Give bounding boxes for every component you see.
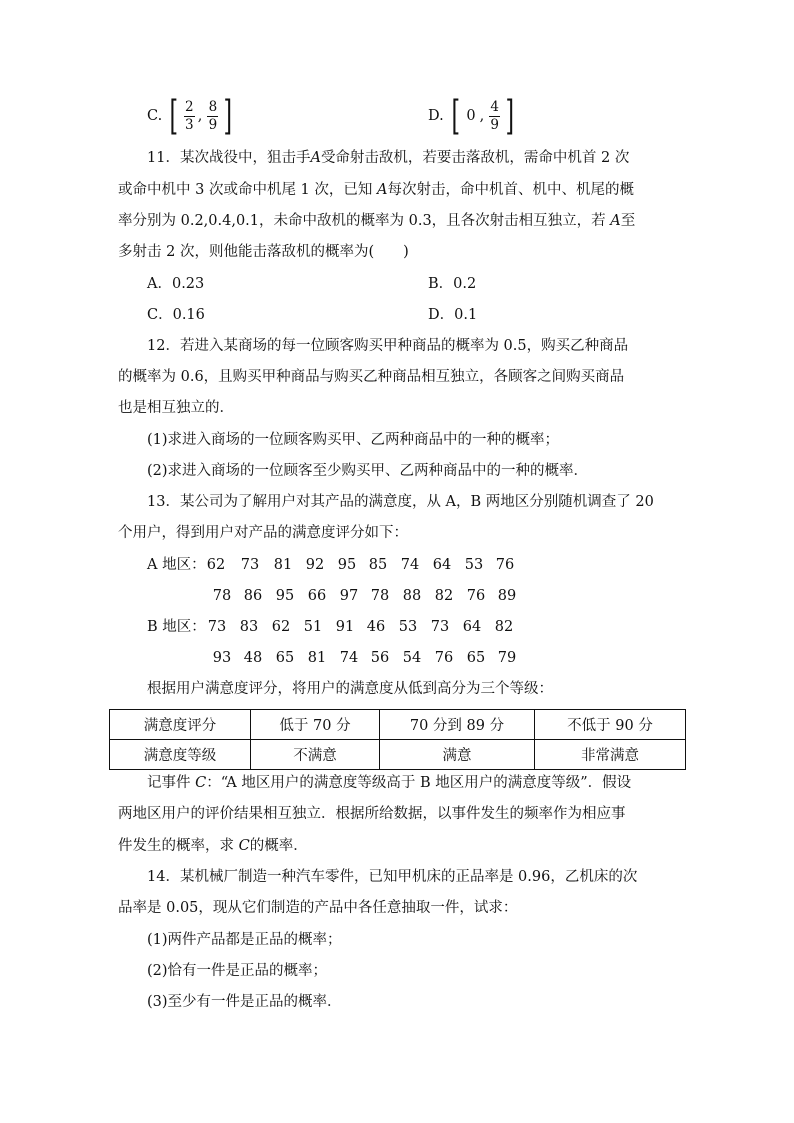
table-cell: 非常满意 [535,740,686,770]
q14-line-1: 14．某机械厂制造一种汽车零件，已知甲机床的正品率是 0.96，乙机床的次 [147,869,638,885]
score: 82 [494,619,514,635]
satisfaction-grade-table [109,709,686,770]
score: 76 [434,650,454,666]
q13-event-line-2: 两地区用户的评价结果相互独立．根据所给数据，以事件发生的频率作为相应事 [118,806,626,822]
score: 86 [243,588,263,604]
q11-option-c: C．0.16 [147,307,205,323]
q13-event-line-3: 件发生的概率，求 C的概率． [118,838,308,854]
score: 62 [271,619,291,635]
comma: , [479,108,485,124]
table-cell: 低于 70 分 [251,710,380,740]
score: 65 [466,650,486,666]
table-cell: 70 分到 89 分 [380,710,535,740]
score: 73 [240,557,260,573]
q11-option-a: A．0.23 [147,276,205,292]
score: 91 [335,619,355,635]
table-row [110,740,686,770]
q11-option-d: D．0.1 [428,307,478,323]
q14-part-2: (2)恰有一件是正品的概率； [147,963,328,979]
q13-event-line-1: 记事件 C：“A 地区用户的满意度等级高于 B 地区用户的满意度等级”．假设 [147,775,632,791]
score: 76 [466,588,486,604]
table-row [110,710,686,740]
fraction: $\frac{8}{9}$ [208,98,218,133]
q12-line-3: 也是相互独立的． [118,400,234,416]
table-cell: 不低于 90 分 [535,710,686,740]
right-bracket: ] [505,93,515,139]
score: 95 [337,557,357,573]
grading-intro: 根据用户满意度评分，将用户的满意度从低到高分为三个等级： [147,681,553,697]
q11-option-b: B．0.2 [428,276,477,292]
q11-line-4: 多射击 2 次，则他能击落敌机的概率为( ) [118,244,409,260]
table-cell: 满意度等级 [110,740,251,770]
score: 48 [243,650,263,666]
q14-line-2: 品率是 0.05，现从它们制造的产品中各任意抽取一件，试求： [118,900,518,916]
region-b-label: B 地区： [147,619,206,635]
q11-line-1: 11．某次战役中，狙击手A受命射击敌机，若要击落敌机，需命中机首 2 次 [147,150,630,166]
q11-line-2: 或命中机中 3 次或命中机尾 1 次，已知 A每次射击，命中机首、机中、机尾的概 [118,182,634,198]
score: 92 [305,557,325,573]
q12-part-2: (2)求进入商场的一位顾客至少购买甲、乙两种商品中的一种的概率． [147,463,589,479]
q14-part-1: (1)两件产品都是正品的概率； [147,932,342,948]
region-a-label: A 地区： [147,557,206,573]
q12-line-1: 12．若进入某商场的每一位顾客购买甲种商品的概率为 0.5，购买乙种商品 [147,338,629,354]
score: 74 [400,557,420,573]
score: 79 [497,650,517,666]
score: 89 [497,588,517,604]
fraction: $\frac{2}{3}$ [185,98,194,133]
score: 78 [212,588,232,604]
score: 46 [366,619,386,635]
table-cell: 不满意 [251,740,380,770]
score: 93 [212,650,232,666]
left-bracket: [ [169,93,179,139]
score: 66 [307,588,327,604]
q13-line-1: 13．某公司为了解用户对其产品的满意度，从 A，B 两地区分别随机调查了 20 [147,494,654,510]
score: 85 [368,557,388,573]
table-cell: 满意度评分 [110,710,251,740]
q10-option-d [428,93,518,139]
score: 62 [206,557,226,573]
score: 78 [370,588,390,604]
score: 76 [495,557,515,573]
comma: , [197,108,203,124]
q12-part-1: (1)求进入商场的一位顾客购买甲、乙两种商品中的一种的概率； [147,432,560,448]
score: 95 [275,588,295,604]
option-d-label: D. [428,108,444,124]
q14-part-3: (3)至少有一件是正品的概率． [147,994,342,1010]
fraction: $\frac{4}{9}$ [490,98,499,133]
zero: 0 [466,108,476,124]
score: 64 [462,619,482,635]
q12-line-2: 的概率为 0.6，且购买甲种商品与购买乙种商品相互独立，各顾客之间购买商品 [118,369,625,385]
score: 51 [303,619,323,635]
score: 82 [434,588,454,604]
table-cell: 满意 [380,740,535,770]
score: 81 [273,557,293,573]
option-c-label: C. [147,108,163,124]
score: 54 [402,650,422,666]
q11-line-3: 率分别为 0.2,0.4,0.1，未命中敌机的概率为 0.3，且各次射击相互独立，若 A至 [118,213,636,229]
q10-option-c [147,93,236,139]
score: 73 [430,619,450,635]
score: 74 [339,650,359,666]
score: 64 [432,557,452,573]
score: 88 [402,588,422,604]
score: 81 [307,650,327,666]
score: 53 [398,619,418,635]
left-bracket: [ [451,93,460,139]
score: 56 [370,650,390,666]
score: 73 [207,619,227,635]
score: 83 [239,619,259,635]
score: 65 [275,650,295,666]
score: 53 [464,557,484,573]
score: 97 [339,588,359,604]
q13-line-2: 个用户，得到用户对产品的满意度评分如下： [118,525,408,541]
right-bracket: ] [223,93,233,139]
